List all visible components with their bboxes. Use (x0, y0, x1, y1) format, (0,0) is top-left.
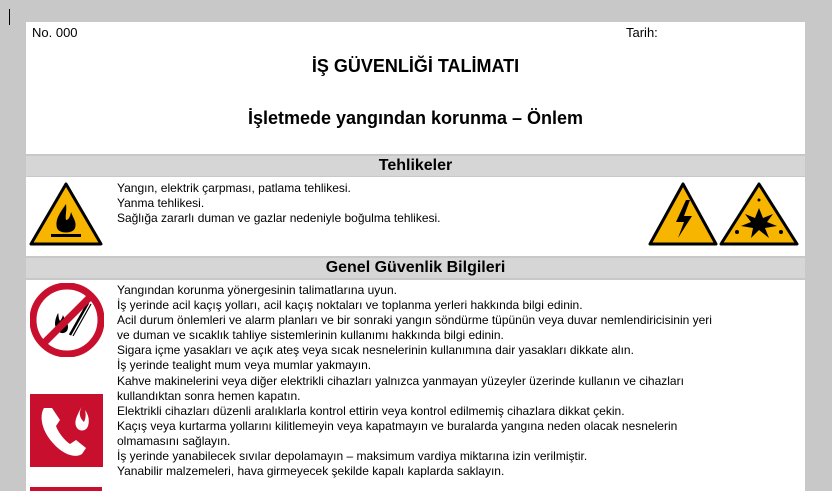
next-sign-edge (30, 487, 102, 491)
explosive-hazard-icon (719, 182, 799, 246)
hazards-section (26, 177, 805, 256)
text-line[interactable]: kullandıktan sonra hemen kapatın. (117, 388, 301, 403)
text-line[interactable]: Kahve makinelerini veya diğer elektrikli cihazları yalnızca yanmayan yüzeyler üzerinde kullanın ve cihazları (117, 373, 684, 388)
text-line[interactable]: İş yerinde acil kaçış yolları, acil kaçış noktaları ve toplanma yerleri hakkında bilgi edinin. (117, 298, 583, 313)
document-title[interactable]: İŞ GÜVENLİĞİ TALİMATI (311, 56, 520, 76)
date-label[interactable]: Tarih: (626, 25, 658, 40)
text-line[interactable]: İş yerinde yanabilecek sıvılar depolamayın – maksimum vardiya miktarına izin verilmiştir. (117, 449, 588, 464)
text-line[interactable]: ve duman ve sıcaklık tahliye sistemlerinin kullanımı hakkında bilgi edinin. (117, 328, 504, 343)
flammable-warning-icon (29, 182, 103, 246)
text-line[interactable]: Acil durum önlemleri ve alarm planları ve bir sonraki yangın söndürme tüpünün veya duvar nemlendiricisinin yeri (117, 313, 712, 328)
text-line[interactable]: olmamasını sağlayın. (117, 433, 231, 448)
text-line[interactable]: Yanma tehlikesi. (117, 196, 205, 211)
text-cursor (9, 9, 10, 25)
text-line[interactable]: İş yerinde tealight mum veya mumlar yakmayın. (117, 358, 372, 373)
document-number[interactable]: No. 000 (32, 25, 78, 40)
text-line[interactable]: Sigara içme yasakları ve açık ateş veya sıcak nesnelerinin kullanımına dair yasakları dikkate alın. (117, 343, 634, 358)
document-page (26, 22, 805, 491)
hazards-text (117, 181, 441, 226)
text-line[interactable]: Yangından korunma yönergesinin talimatlarına uyun. (117, 283, 397, 297)
text-line[interactable]: Yangın, elektrik çarpması, patlama tehlikesi. (117, 181, 351, 195)
electrical-hazard-icon (648, 182, 718, 246)
general-safety-section (26, 280, 805, 491)
section-heading-general[interactable]: Genel Güvenlik Bilgileri (26, 258, 805, 278)
general-text (117, 283, 803, 479)
text-line[interactable]: Yanabilir malzemeleri, hava girmeyecek şekilde kapalı kaplarda saklayın. (117, 464, 505, 479)
section-heading-hazards[interactable]: Tehlikeler (26, 156, 805, 176)
text-line[interactable]: Sağlığa zararlı duman ve gazlar nedeniyle boğulma tehlikesi. (117, 211, 441, 226)
document-header (26, 22, 805, 154)
fire-emergency-phone-icon (30, 394, 103, 467)
no-open-flame-icon (30, 283, 104, 357)
text-line[interactable]: Kaçış veya kurtarma yollarını kilitlemeyin veya kapatmayın ve buralarda yangına neden olacak nesnelerin (117, 418, 678, 433)
document-subtitle[interactable]: İşletmede yangından korunma – Önlem (247, 108, 584, 128)
text-line[interactable]: Elektrikli cihazları düzenli aralıklarla kontrol ettirin veya kontrol edilmemiş cihazlara dikkat çekin. (117, 403, 625, 418)
